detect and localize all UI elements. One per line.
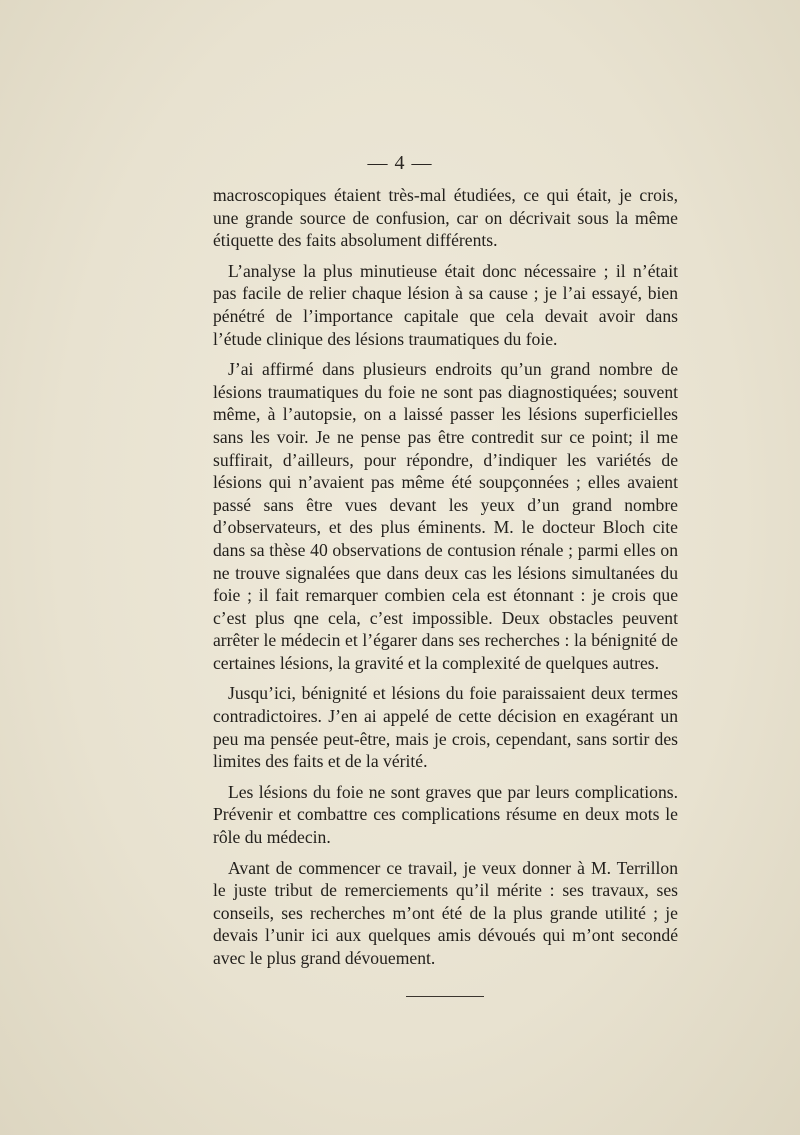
paragraph-3: J’ai affirmé dans plusieurs endroits qu’un grand nombre de lésions traumatiques du foie ne sont pas diagnostiquées; souvent même, à l’autopsie, on a laissé passer les lésions superficielles sans les voir. Je ne pense pas être contredit sur ce point; il me suffirait, d’ailleurs, pour répondre, d’indiquer les variétés de lésions qui n’avaient pas même été soupçonnées ; elles avaient passé sans être vues devant les yeux d’un grand nombre d’observateurs, et des plus éminents. M. le docteur Bloch cite dans sa thèse 40 observations de contusion rénale ; parmi elles on ne trouve signalées que dans deux cas les lésions simultanées du foie ; il fait remarquer combien cela est étonnant : je crois que c’est plus qne cela, c’est impossible. Deux obstacles peuvent arrêter le médecin et l’égarer dans ses recherches : la bénignité de certaines lésions, la gravité et la complexité de quelques autres. (213, 359, 678, 673)
paragraph-5: Les lésions du foie ne sont graves que par leurs complications. Prévenir et combattre ces complications résume en deux mots le rôle du médecin. (213, 781, 678, 848)
paragraph-2: L’analyse la plus minutieuse était donc nécessaire ; il n’était pas facile de relier chaque lésion à sa cause ; je l’ai essayé, bien pénétré de l’importance capitale que cela devait avoir dans l’étude clinique des lésions traumatiques du foie. (213, 260, 678, 349)
paragraph-4: Jusqu’ici, bénignité et lésions du foie paraissaient deux termes contradictoires. J’en ai appelé de cette décision en exagérant un peu ma pensée peut-être, mais je crois, cependant, sans sortir des limites des faits et de la vérité. (213, 683, 678, 772)
paragraph-1: macroscopiques étaient très-mal étudiées, ce qui était, je crois, une grande source de confusion, car on décrivait sous la même étiquette des faits absolument différents. (213, 185, 678, 251)
paragraph-6: Avant de commencer ce travail, je veux donner à M. Terrillon le juste tribut de remerciements qu’il mérite : ses travaux, ses conseils, ses recherches m’ont été de la plus grande utilité ; je devais l’unir ici aux quelques amis dévoués qui m’ont secondé avec le plus grand dévouement. (213, 857, 678, 968)
body-text (213, 184, 678, 978)
page-number: — 4 — (367, 152, 433, 174)
closing-rule (406, 996, 484, 997)
